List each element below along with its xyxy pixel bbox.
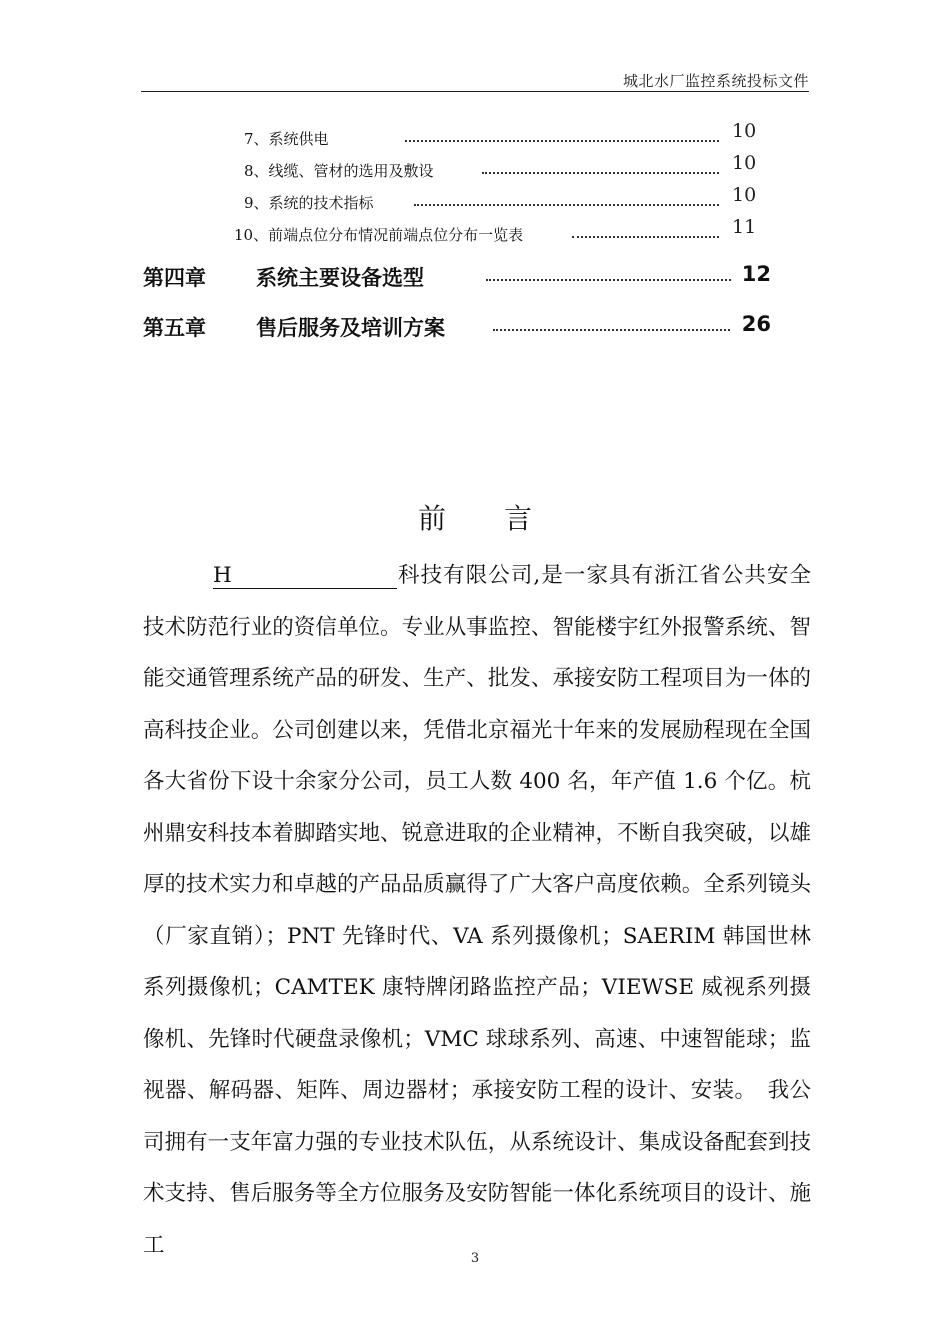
toc-leader-dots bbox=[486, 279, 731, 281]
page-header-title: 城北水厂监控系统投标文件 bbox=[622, 72, 809, 90]
toc-chapter-page: 12 bbox=[741, 262, 771, 286]
preface-body-text: 科技有限公司,是一家具有浙江省公共安全技术防范行业的资信单位。专业从事监控、智能楼宇红外报警系统、智能交通管理系统产品的研发、生产、批发、承接安防工程项目为一体的高科技企业。公司创建以来，凭借北京福光十年来的发展励程现在全国各大省份下设十余家分公司，员工人数 400 名，年产值 1.6 个亿。杭州鼎安科技本着脚踏实地、锐意进取的企业精神，不断自我突破，以雄厚的技术实力和卓越的产品品质赢得了广大客户高度依赖。全系列镜头（厂家直销）；PNT 先锋时代、VA 系列摄像机；SAERIM 韩国世林系列摄像机；CAMTEK 康特牌闭路监控产品；VIEWSE 威视系列摄像机、先锋时代硬盘录像机；VMC 球球系列、高速、中速智能球；监视器、解码器、矩阵、周边器材；承接安防工程的设计、安装。 我公司拥有一支年富力强的专业技术队伍，从系统设计、集成设备配套到技术支持、售后服务等全方位服务及安防智能一体化系统项目的设计、施工 bbox=[143, 563, 811, 1258]
toc-item-page: 10 bbox=[732, 184, 757, 206]
toc-chapter-title: 系统主要设备选型 bbox=[256, 266, 424, 290]
toc-item-page: 10 bbox=[732, 152, 757, 174]
toc-leader-dots bbox=[482, 172, 719, 174]
toc-item-label: 8、线缆、管材的选用及敷设 bbox=[244, 162, 434, 180]
toc-chapter-5 bbox=[0, 312, 950, 344]
toc-chapter-page: 26 bbox=[741, 312, 771, 336]
toc-item-label: 7、系统供电 bbox=[244, 130, 329, 148]
toc-item-10 bbox=[0, 216, 950, 252]
toc-leader-dots bbox=[572, 236, 719, 238]
toc-leader-dots bbox=[414, 204, 719, 206]
toc-chapter-number: 第四章 bbox=[143, 266, 206, 290]
toc-chapter-title: 售后服务及培训方案 bbox=[256, 316, 445, 340]
toc-item-label: 10、前端点位分布情况前端点位分布一览表 bbox=[234, 226, 524, 244]
toc-leader-dots bbox=[405, 140, 719, 142]
toc-item-label: 9、系统的技术指标 bbox=[244, 194, 374, 212]
preface-body bbox=[143, 550, 811, 1271]
toc-item-page: 11 bbox=[732, 216, 757, 238]
company-name-blank: H bbox=[213, 564, 397, 589]
toc-chapter-number: 第五章 bbox=[143, 316, 206, 340]
toc-item-page: 10 bbox=[732, 120, 757, 142]
toc-chapter-4 bbox=[0, 262, 950, 294]
preface-title: 前言 bbox=[417, 502, 590, 535]
toc-leader-dots bbox=[493, 329, 730, 331]
toc-item-9 bbox=[0, 184, 950, 220]
toc-item-8 bbox=[0, 152, 950, 188]
toc-item-7 bbox=[0, 120, 950, 156]
header-divider bbox=[141, 91, 809, 92]
page-number: 3 bbox=[470, 1251, 480, 1266]
